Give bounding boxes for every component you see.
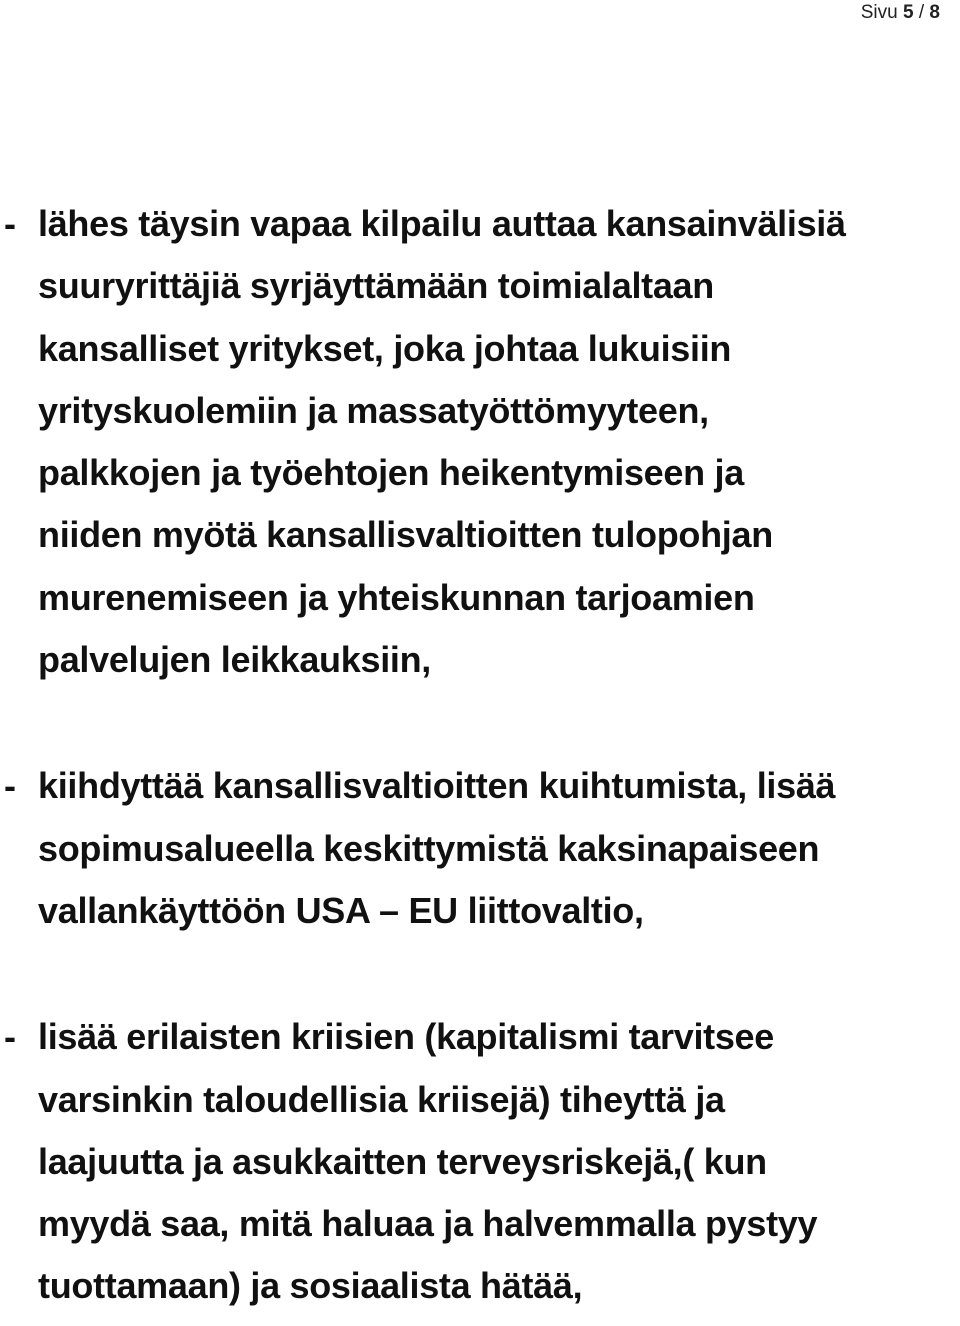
- page-number-separator: /: [913, 2, 930, 23]
- bullet-dash: -: [4, 1016, 16, 1058]
- text-line: yrityskuolemiin ja massatyöttömyyteen,: [38, 389, 709, 431]
- text-line: niiden myötä kansallisvaltioitten tulopohjan: [38, 514, 773, 556]
- text-line: murenemiseen ja yhteiskunnan tarjoamien: [38, 576, 755, 618]
- text-line: palvelujen leikkauksiin,: [38, 639, 431, 681]
- bullet-list: [0, 193, 960, 1318]
- text-line: vallankäyttöön USA – EU liittovaltio,: [38, 889, 644, 931]
- bullet-dash: -: [4, 765, 16, 807]
- text-line: lisää erilaisten kriisien (kapitalismi tarvitsee: [38, 1016, 774, 1058]
- text-line: myydä saa, mitä haluaa ja halvemmalla pystyy: [38, 1203, 818, 1245]
- page-number-current: 5: [903, 2, 914, 23]
- text-line: varsinkin taloudellisia kriisejä) tiheyttä ja: [38, 1078, 725, 1120]
- text-line: lähes täysin vapaa kilpailu auttaa kansainvälisiä: [38, 203, 846, 244]
- page-number: [861, 2, 940, 24]
- text-line: kiihdyttää kansallisvaltioitten kuihtumista, lisää: [38, 765, 836, 807]
- text-line: kansalliset yritykset, joka johtaa lukuisiin: [38, 327, 732, 369]
- text-line: palkkojen ja työehtojen heikentymiseen ja: [38, 452, 744, 494]
- bullet-item: [0, 1006, 960, 1317]
- text-line: tuottamaan) ja sosiaalista hätää,: [38, 1265, 583, 1307]
- text-line: suuryrittäjiä syrjäyttämään toimialaltaan: [38, 265, 714, 307]
- text-line: laajuutta ja asukkaitten terveysriskejä,( kun: [38, 1140, 767, 1182]
- text-line: sopimusalueella keskittymistä kaksinapaiseen: [38, 827, 820, 869]
- bullet-item: [0, 193, 960, 691]
- bullet-dash: -: [4, 203, 16, 244]
- page-number-prefix: Sivu: [860, 2, 903, 23]
- page-number-total: 8: [929, 2, 940, 23]
- bullet-item: [0, 755, 960, 942]
